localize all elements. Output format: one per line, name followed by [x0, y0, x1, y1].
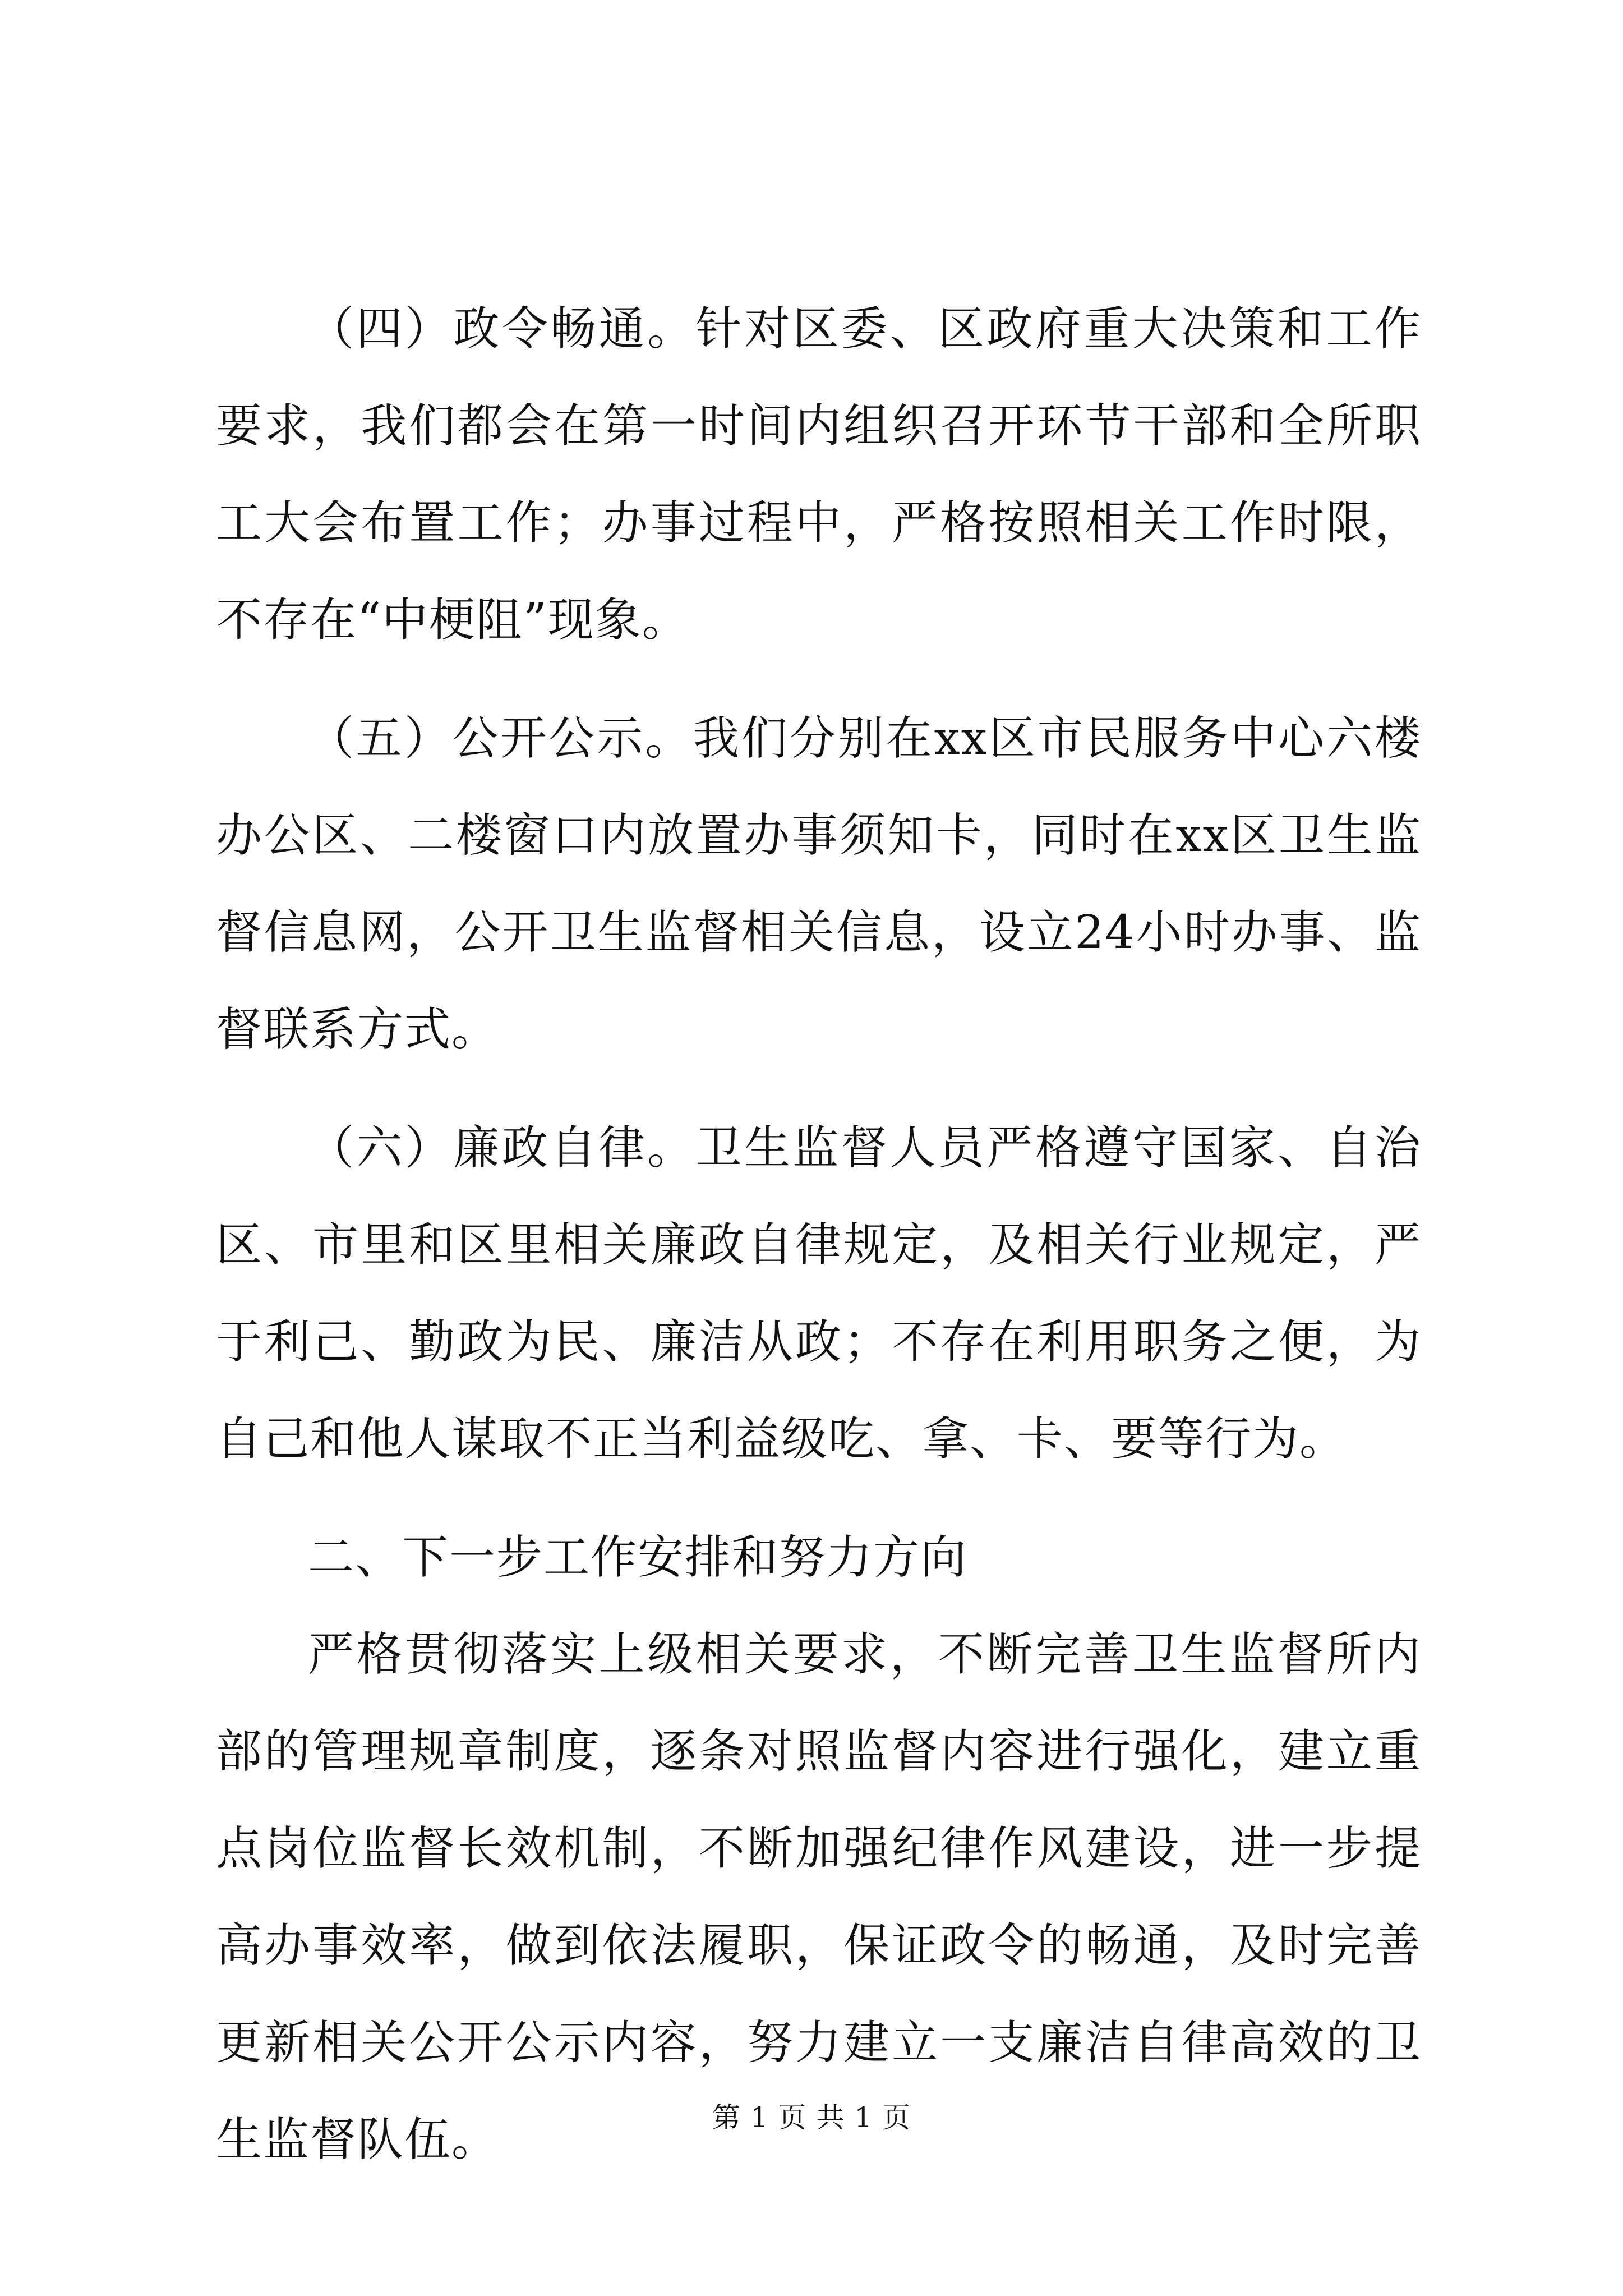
section-heading-next-steps: 二、下一步工作安排和努力方向	[308, 1531, 968, 1584]
document-body	[216, 280, 1422, 2210]
paragraph-next-steps: 严格贯彻落实上级相关要求，不断完善卫生监督所内部的管理规章制度，逐条对照监督内容进行强化，建立重点岗位监督长效机制，不断加强纪律作风建设，进一步提高办事效率，做到依法履职，保证政令的畅通，及时完善更新相关公开公示内容，努力建立一支廉洁自律高效的卫生监督队伍。	[216, 1628, 1422, 2166]
paragraph-public-disclosure: （五）公开公示。我们分别在xx区市民服务中心六楼办公区、二楼窗口内放置办事须知卡，同时在xx区卫生监督信息网，公开卫生监督相关信息，设立24小时办事、监督联系方式。	[216, 712, 1422, 1056]
page-footer: 第 1 页 共 1 页	[712, 2101, 911, 2134]
paragraph-political-orders: （四）政令畅通。针对区委、区政府重大决策和工作要求，我们都会在第一时间内组织召开环节干部和全所职工大会布置工作；办事过程中，严格按照相关工作时限，不存在“中梗阻”现象。	[216, 302, 1422, 647]
paragraph-integrity: （六）廉政自律。卫生监督人员严格遵守国家、自治区、市里和区里相关廉政自律规定，及相关行业规定，严于利己、勤政为民、廉洁从政；不存在利用职务之便，为自己和他人谋取不正当利益级吃、拿、卡、要等行为。	[216, 1121, 1422, 1466]
